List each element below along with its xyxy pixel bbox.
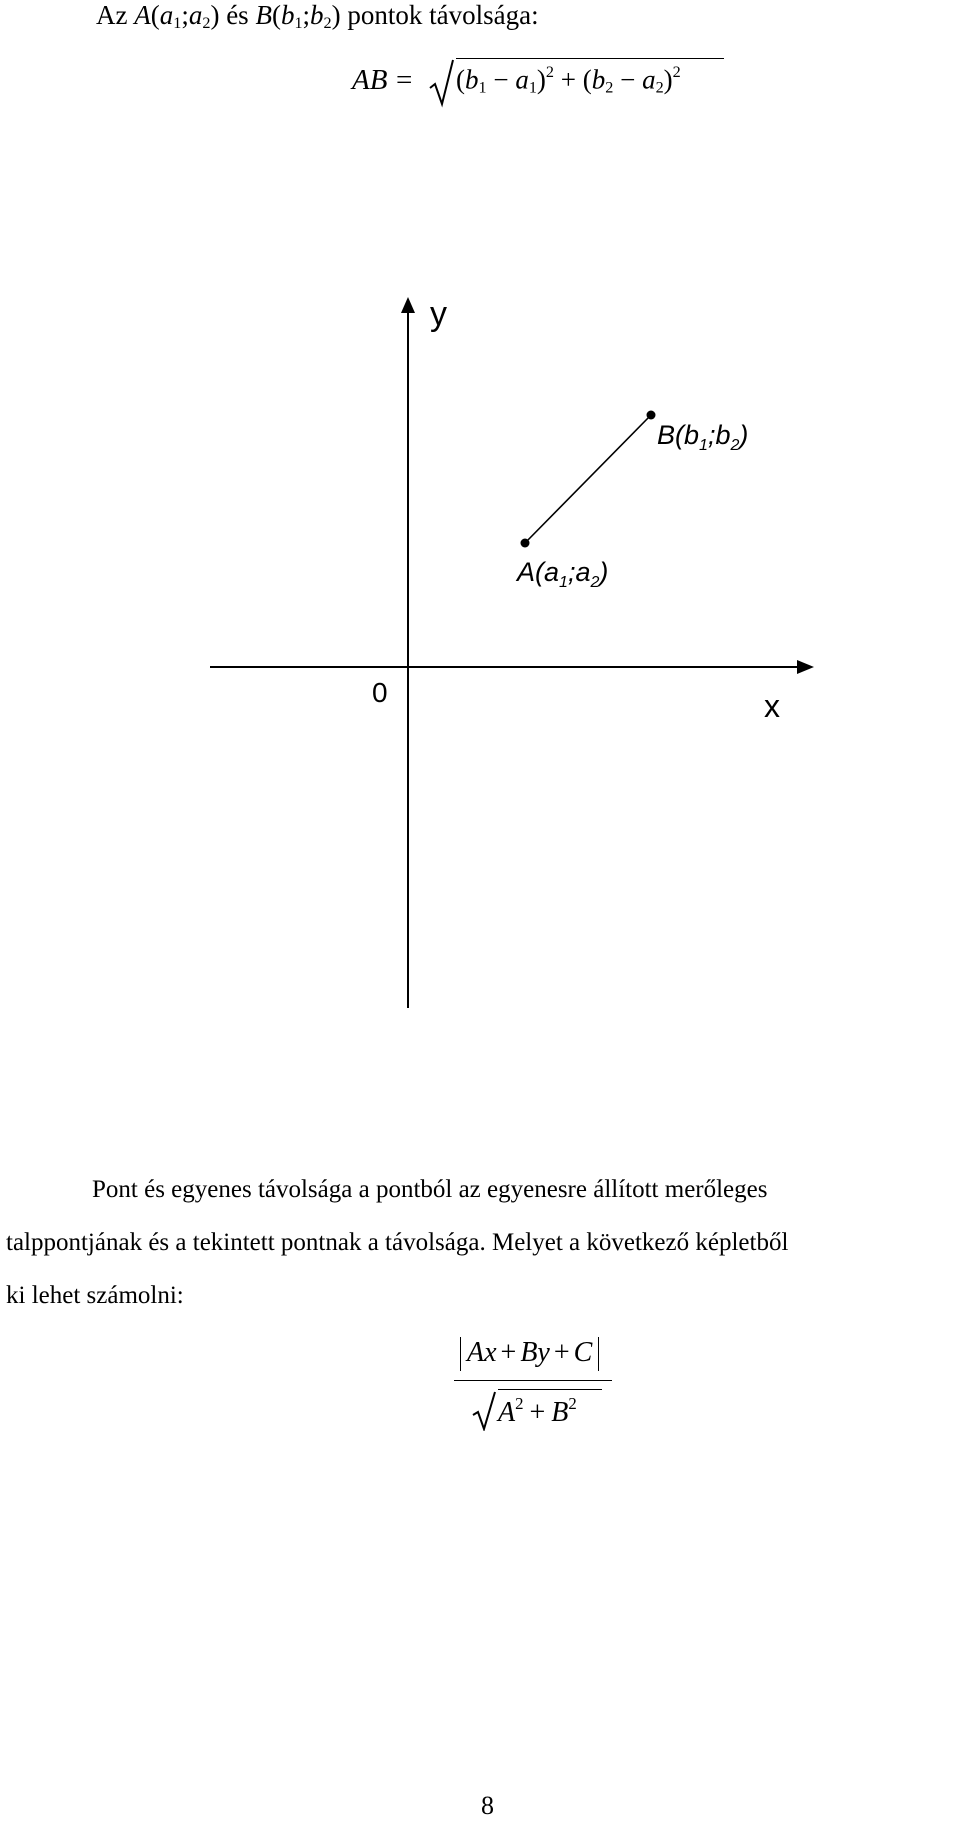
coordinate-diagram [0, 280, 960, 1020]
a1-sub: 1 [173, 14, 182, 33]
den-a: A [498, 1396, 516, 1428]
rad-sq-1: 2 [545, 63, 555, 81]
num-by: By [520, 1337, 550, 1368]
a2-var: a [188, 0, 203, 30]
den-plus: + [529, 1396, 546, 1428]
rad-b2-sub: 2 [605, 78, 614, 97]
formula-lhs: AB [352, 64, 388, 96]
den-b: B [551, 1396, 569, 1428]
rad-a2: a [642, 64, 656, 95]
segment-ab [525, 415, 651, 543]
x-axis-label: x [764, 688, 780, 724]
intro-line: Az $A(a_1;a_2)$ és $B(b_1;b_2)$ pontok távolsága: [96, 0, 539, 33]
distance-formula [352, 58, 722, 110]
rad-minus-1: − [493, 64, 509, 95]
radicand: $(b_1 - a_1)^2 + (b_2 - a_2)^2$ [456, 58, 724, 97]
point-b-label: $B(b_1;b_2)$ [657, 420, 749, 454]
num-plus-1: + [500, 1337, 517, 1368]
a1-var: a [159, 0, 174, 30]
formula-equals: = [396, 64, 413, 96]
line-distance-formula [452, 1335, 617, 1455]
formula-denominator [498, 1389, 602, 1429]
b2-var: b [310, 0, 324, 30]
den-sq-2: 2 [568, 1394, 577, 1413]
rad-b1: b [465, 64, 479, 95]
b1-sub: 1 [294, 14, 303, 33]
paragraph-line-2: talppontjának és a tekintett pontnak a távolsága. Melyet a következő képletből [6, 1229, 789, 1256]
sep-b: ; [302, 0, 311, 30]
a2-sub: 2 [202, 14, 211, 33]
rad-a2-sub: 2 [655, 78, 664, 97]
sqrt-icon [428, 58, 454, 108]
num-ax: Ax [467, 1337, 497, 1368]
b2-sub: 2 [323, 14, 332, 33]
rad-a1-sub: 1 [528, 78, 537, 97]
point-a-name: A [134, 0, 151, 30]
y-axis-arrow-icon [401, 297, 415, 313]
fraction-bar [454, 1380, 612, 1381]
rad-b1-sub: 1 [478, 78, 487, 97]
intro-prefix: Az [96, 0, 128, 30]
rad-b2: b [591, 64, 606, 95]
b1-var: b [280, 0, 295, 30]
num-plus-2: + [553, 1337, 570, 1368]
origin-label: 0 [372, 677, 388, 708]
point-a-dot [521, 539, 530, 548]
point-b-dot [647, 411, 656, 420]
denominator-sqrt-icon [472, 1391, 496, 1431]
intro-suffix: pontok távolsága: [347, 0, 539, 30]
point-b-name: B [255, 0, 272, 30]
sep-a: ; [181, 0, 189, 30]
formula-numerator [460, 1337, 599, 1371]
rad-sq-2: 2 [672, 63, 681, 81]
intro-conj: és [226, 0, 249, 30]
paragraph-line-3: ki lehet számolni: [6, 1282, 184, 1309]
rad-plus: + [560, 64, 576, 95]
page-number: 8 [481, 1791, 494, 1820]
rad-minus-2: − [620, 64, 636, 95]
y-axis-label: y [430, 295, 447, 333]
rad-a1: a [515, 64, 529, 95]
num-c: C [573, 1337, 593, 1368]
point-a-label: $A(a_1;a_2)$ [517, 557, 609, 591]
x-axis-arrow-icon [797, 660, 814, 674]
den-sq-1: 2 [515, 1394, 524, 1413]
paragraph-line-1: Pont és egyenes távolsága a pontból az egyenesre állított merőleges [92, 1176, 768, 1203]
